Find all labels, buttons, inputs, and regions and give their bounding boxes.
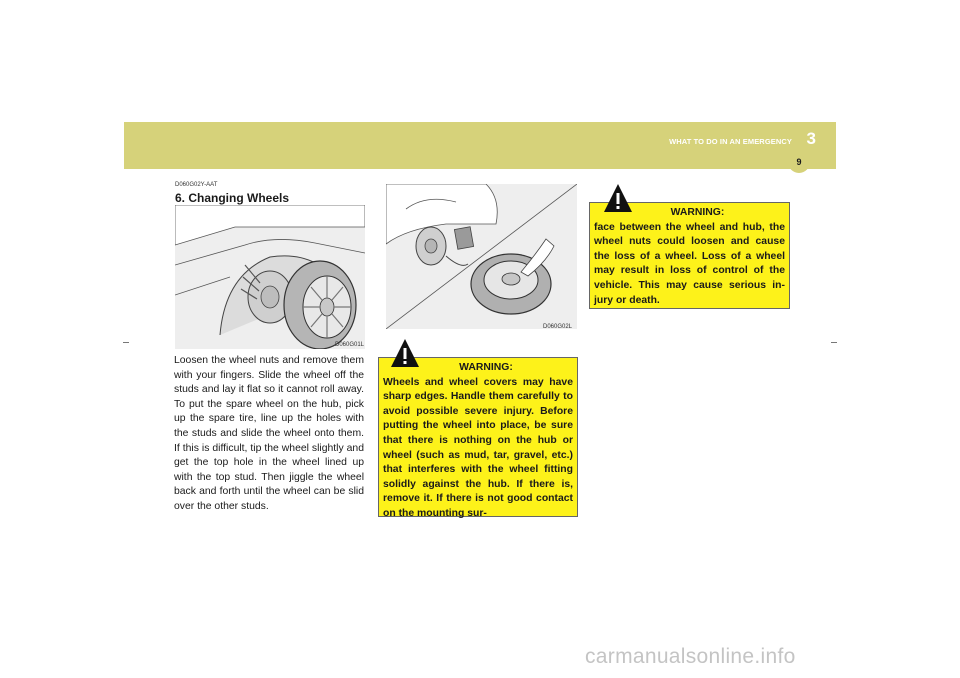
watermark: carmanualsonline.info: [585, 645, 796, 668]
wheel-handling-illustration: [386, 184, 577, 329]
chapter-header-band: [124, 122, 836, 169]
wheel-removal-illustration: [175, 205, 365, 349]
chapter-number: 3: [806, 129, 816, 148]
figure-code-1: D060G01L: [335, 342, 365, 348]
warning-text: face between the wheel and hub, the wheel nuts could loosen and cause the loss of a wheel. Loss of a wheel may result in loss of control of the vehicle. This may cause serious in-jury or death.: [594, 221, 785, 306]
exclamation-triangle-icon: [604, 184, 632, 212]
chapter-title: WHAT TO DO IN AN EMERGENCY: [669, 137, 792, 146]
crop-mark-left: [123, 342, 129, 343]
exclamation-triangle-icon: [391, 339, 419, 367]
figure-code-2: D060G02L: [543, 324, 573, 330]
figure-wheel-handling: [386, 184, 577, 329]
figure-wheel-removal: [175, 205, 365, 349]
page-number: 9: [796, 157, 802, 167]
warning-title: WARNING:: [670, 207, 725, 218]
warning-box-wheel-nuts: [589, 202, 790, 309]
page-number-tab: [788, 153, 810, 173]
warning-box-sharp-edges: [378, 357, 578, 517]
section-heading: 6. Changing Wheels: [175, 191, 290, 205]
document-code: D060G02Y-AAT: [175, 182, 218, 188]
crop-mark-right: [831, 342, 837, 343]
instructions-paragraph: Loosen the wheel nuts and remove them with your fingers. Slide the wheel off the studs and lay it flat so it cannot roll away. To put the spare wheel on the hub, pick up the spare tire, line up the holes with the studs and slide the wheel onto them. If this is difficult, tip the wheel slightly and get the top hole in the wheel lined up with the top stud. Then jiggle the wheel back and forth until the wheel can be slid over the other studs.: [174, 355, 364, 512]
warning-text: Wheels and wheel covers may have sharp edges. Handle them carefully to avoid possible severe injury. Before putting the wheel into place, be sure that there is nothing on the hub or wheel (such as mud, tar, gravel, etc.) that interferes with the wheel fitting solidly against the hub. If there is, remove it. If there is not good contact on the mounting sur-: [383, 376, 573, 519]
warning-title: WARNING:: [459, 362, 513, 373]
